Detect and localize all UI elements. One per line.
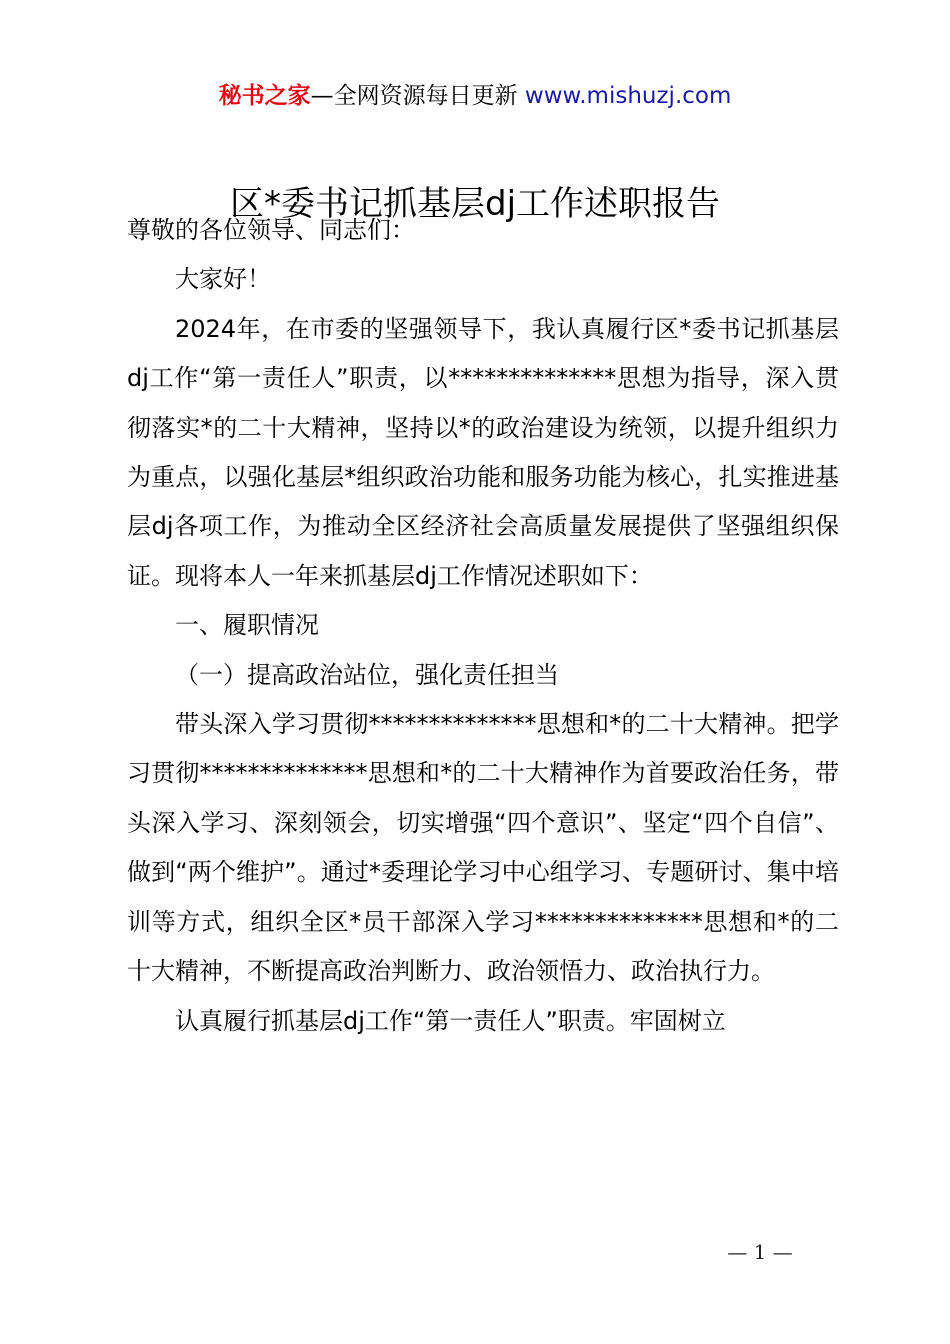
site-header — [0, 80, 950, 112]
salutation: 尊敬的各位领导、同志们： — [127, 216, 415, 244]
body-paragraph: 认真履行抓基层dj工作“第一责任人”职责。牢固树立 — [175, 1006, 726, 1035]
site-url-link[interactable]: www.mishuzj.com — [524, 83, 732, 109]
header-tagline: —全网资源每日更新 — [310, 83, 525, 109]
document-body — [127, 206, 839, 1046]
page-number: — 1 — — [727, 1240, 793, 1264]
intro-paragraph: 2024年，在市委的坚强领导下，我认真履行区*委书记抓基层dj工作“第一责任人”职责，以**************思想为指导，深入贯彻落实*的二十大精神，坚持以*的政治建设为统领，以提升组织力为重点，以强化基层*组织政治功能和服务功能为核心，扎实推进基层dj各项工作，为推动全区经济社会高质量发展提供了坚强组织保证。现将本人一年来抓基层dj工作情况述职如下： — [127, 314, 839, 590]
brand-name: 秘书之家 — [218, 83, 311, 109]
subsection-heading: （一）提高政治站位，强化责任担当 — [175, 660, 559, 689]
body-paragraph: 带头深入学习贯彻**************思想和*的二十大精神。把学习贯彻**************思想和*的二十大精神作为首要政治任务，带头深入学习、深刻领会，切实增强“四个意识”、坚定“四个自信”、做到“两个维护”。通过*委理论学习中心组学习、专题研讨、集中培训等方式，组织全区*员干部深入学习**************思想和*的二十大精神，不断提高政治判断力、政治领悟力、政治执行力。 — [127, 710, 839, 986]
greeting: 大家好！ — [175, 265, 271, 294]
section-heading: 一、履职情况 — [175, 611, 319, 640]
document-title: 区*委书记抓基层dj工作述职报告 — [229, 184, 721, 224]
